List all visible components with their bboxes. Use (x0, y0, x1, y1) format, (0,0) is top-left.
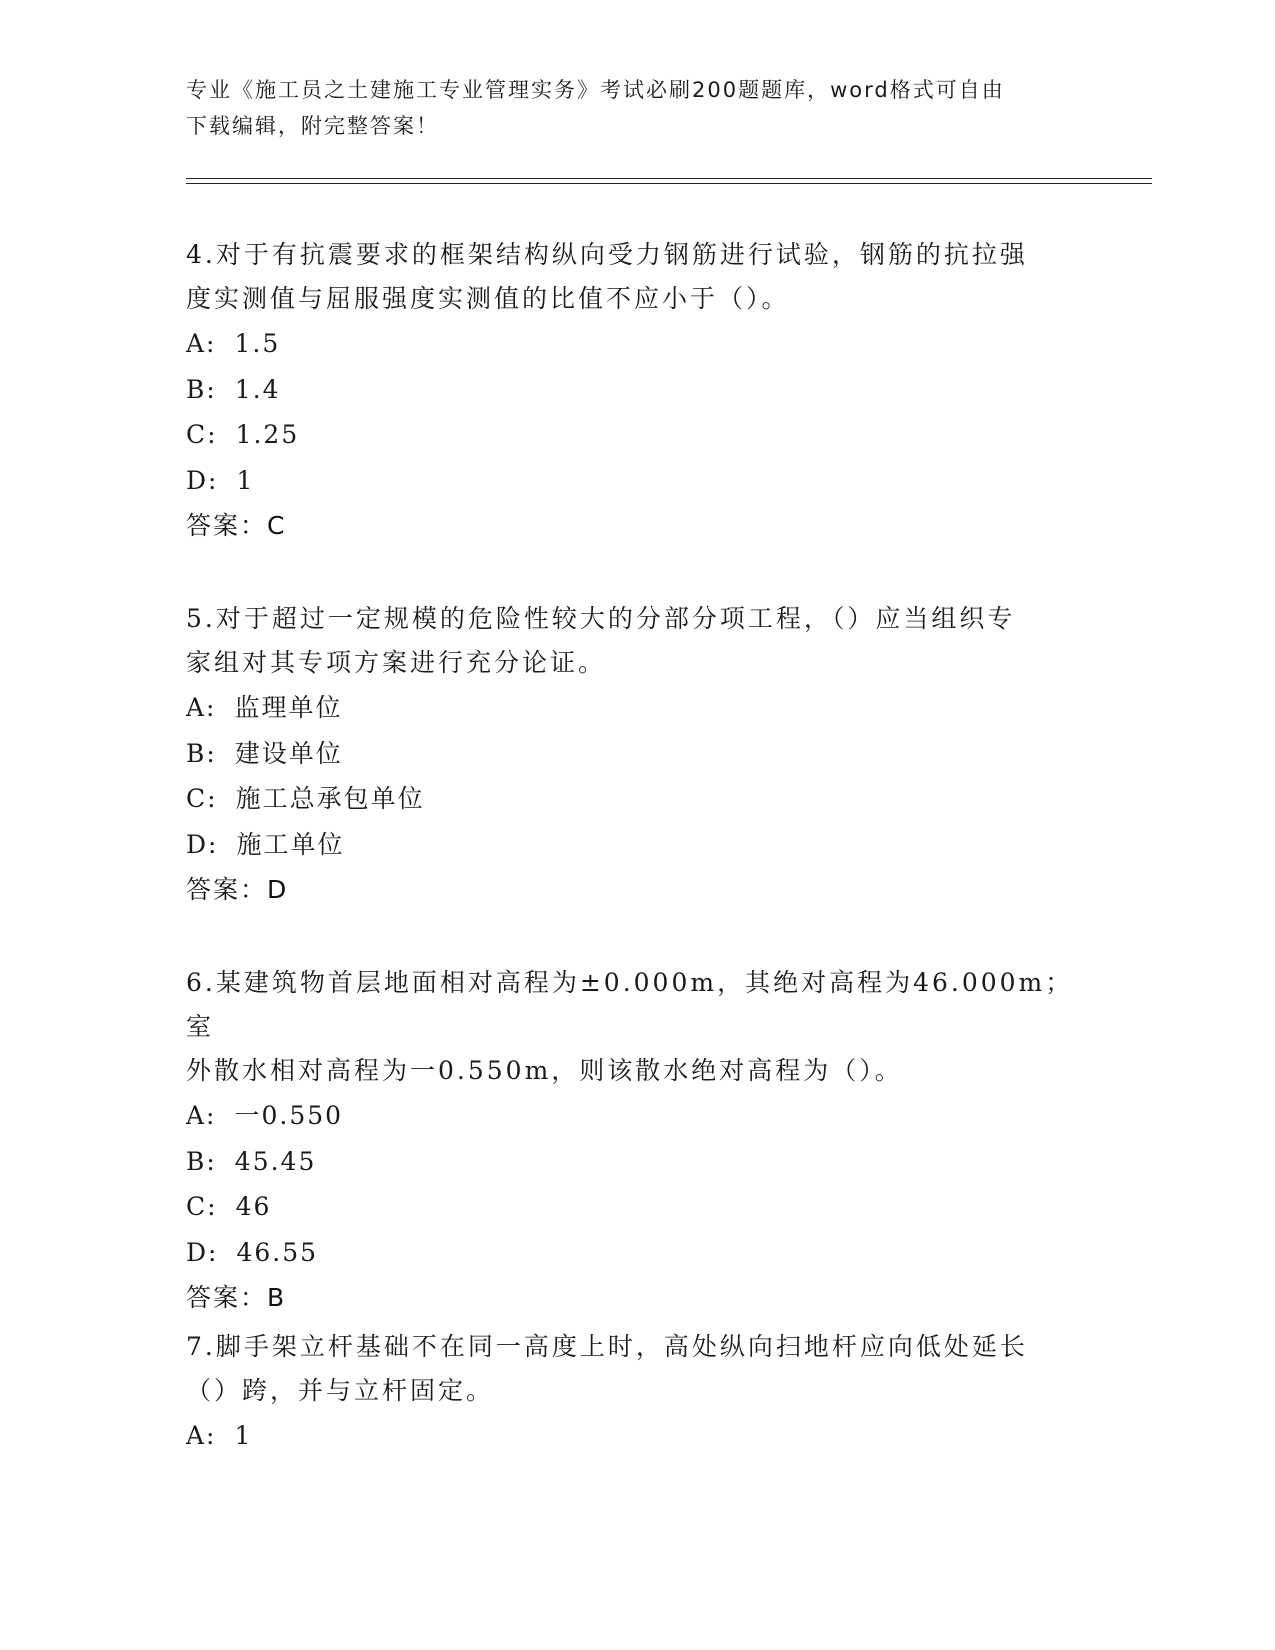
option-letter: B: (186, 738, 217, 768)
option-a (186, 1413, 1086, 1459)
option-a (186, 321, 1086, 367)
option-text: 1 (234, 1421, 253, 1450)
option-b (186, 367, 1086, 413)
option-letter: B: (186, 374, 217, 404)
question-5 (186, 597, 1086, 913)
option-a (186, 1093, 1086, 1139)
header-rule-bottom (186, 183, 1152, 184)
option-letter: D: (186, 465, 219, 495)
option-d (186, 822, 1086, 868)
option-letter: A: (186, 329, 217, 358)
question-stem-line-1: 6.某建筑物首层地面相对高程为±0.000m，其绝对高程为46.000m；室 (186, 968, 1074, 1041)
option-b (186, 731, 1086, 777)
option-letter: D: (186, 1237, 219, 1267)
header-rule-top (186, 178, 1152, 179)
option-text: 1.25 (235, 420, 300, 449)
option-c (186, 776, 1086, 822)
header-line-1: 专业《施工员之土建施工专业管理实务》考试必刷200题题库，word格式可自由 (186, 78, 1005, 102)
question-stem-line-2: （）跨，并与立杆固定。 (186, 1376, 495, 1405)
option-b (186, 1139, 1086, 1185)
option-d (186, 458, 1086, 504)
question-4 (186, 233, 1086, 549)
option-a (186, 685, 1086, 731)
option-c (186, 1184, 1086, 1230)
question-stem-line-1: 7.脚手架立杆基础不在同一高度上时，高处纵向扫地杆应向低处延长 (186, 1332, 1028, 1361)
option-d (186, 1230, 1086, 1276)
option-text: 施工总承包单位 (235, 784, 425, 813)
question-stem-line-1: 4.对于有抗震要求的框架结构纵向受力钢筋进行试验，钢筋的抗拉强 (186, 240, 1028, 269)
answer-line: 答案：B (186, 1283, 287, 1312)
document-header (186, 72, 1066, 144)
option-text: 建设单位 (234, 738, 343, 768)
option-letter: D: (186, 829, 219, 859)
option-text: 监理单位 (234, 693, 343, 722)
option-letter: C: (186, 420, 218, 449)
option-letter: C: (186, 1192, 218, 1221)
answer-line: 答案：C (186, 511, 287, 540)
option-letter: A: (186, 693, 217, 722)
header-line-2: 下载编辑，附完整答案！ (186, 114, 439, 138)
question-stem-line-2: 度实测值与屈服强度实测值的比值不应小于（）。 (186, 284, 790, 313)
question-6 (186, 961, 1086, 1321)
option-text: 施工单位 (236, 829, 345, 859)
option-text: 1.5 (234, 329, 281, 358)
option-text: 45.45 (234, 1146, 317, 1176)
question-stem-line-2: 家组对其专项方案进行充分论证。 (186, 648, 607, 677)
option-letter: A: (186, 1101, 217, 1130)
answer-line: 答案：D (186, 875, 289, 904)
option-text: 一0.550 (234, 1101, 344, 1130)
option-letter: C: (186, 784, 218, 813)
question-stem-line-1: 5.对于超过一定规模的危险性较大的分部分项工程，（）应当组织专 (186, 604, 1016, 633)
option-letter: B: (186, 1146, 217, 1176)
question-stem (186, 1325, 1086, 1413)
question-stem-line-2: 外散水相对高程为一0.550m，则该散水绝对高程为（）。 (186, 1056, 903, 1085)
question-stem (186, 233, 1086, 321)
question-7 (186, 1325, 1086, 1459)
option-text: 1.4 (234, 374, 281, 404)
option-letter: A: (186, 1421, 217, 1450)
option-text: 46 (235, 1192, 272, 1221)
option-c (186, 412, 1086, 458)
question-stem (186, 597, 1086, 685)
option-text: 46.55 (236, 1237, 319, 1267)
question-stem (186, 961, 1086, 1093)
option-text: 1 (236, 465, 255, 495)
